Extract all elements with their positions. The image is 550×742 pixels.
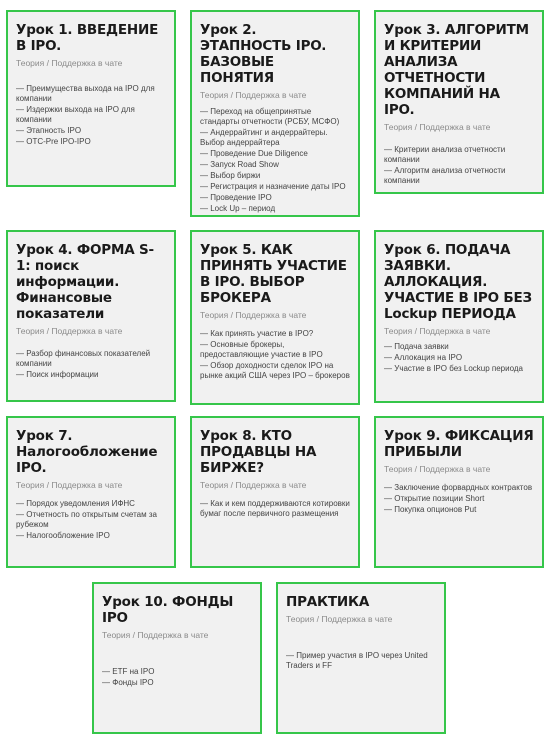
lesson-topics	[200, 499, 350, 519]
lesson-card-10[interactable]	[92, 582, 262, 734]
list-item: — Разбор финансовых показателей компании	[16, 349, 166, 369]
list-item: — OTC-Pre IPO-IPO	[16, 137, 166, 147]
list-item: — Критерии анализа отчетности компании	[384, 145, 534, 165]
list-item: — Алгоритм анализа отчетности компании	[384, 166, 534, 186]
lesson-card-3[interactable]	[374, 10, 544, 194]
list-item: — Основные брокеры, предоставляющие участие в IPO	[200, 340, 350, 360]
practice-card[interactable]	[276, 582, 446, 734]
list-item: — Участие в IPO без Lockup периода	[384, 364, 534, 374]
lesson-topics	[384, 342, 534, 374]
lesson-subtitle: Теория / Поддержка в чате	[384, 326, 491, 336]
lesson-title: Урок 2. ЭТАПНОСТЬ IPO. БАЗОВЫЕ ПОНЯТИЯ	[200, 22, 327, 86]
list-item: — Преимущества выхода на IPO для компании	[16, 84, 166, 104]
lesson-subtitle: Теория / Поддержка в чате	[384, 122, 491, 132]
list-item: — Выбор биржи	[200, 171, 350, 181]
lesson-subtitle: Теория / Поддержка в чате	[16, 58, 123, 68]
list-item: — Заключение форвардных контрактов	[384, 483, 534, 493]
lesson-card-7[interactable]	[6, 416, 176, 568]
lesson-subtitle: Теория / Поддержка в чате	[16, 326, 123, 336]
list-item: — Открытие позиции Short	[384, 494, 534, 504]
lesson-title: Урок 9. ФИКСАЦИЯ ПРИБЫЛИ	[384, 428, 534, 460]
list-item: — Подача заявки	[384, 342, 534, 352]
lesson-topics	[286, 651, 436, 671]
list-item: — Поиск информации	[16, 370, 166, 380]
list-item: — Переход на общепринятые стандарты отчетности (РСБУ, МСФО)	[200, 107, 350, 127]
lesson-title: Урок 6. ПОДАЧА ЗАЯВКИ. АЛЛОКАЦИЯ. УЧАСТИЕ В IPO БЕЗ Lockup ПЕРИОДА	[384, 242, 532, 322]
lesson-title: Урок 7. Налогообложение IPO.	[16, 428, 158, 476]
lesson-card-4[interactable]	[6, 230, 176, 402]
lesson-subtitle: Теория / Поддержка в чате	[200, 90, 307, 100]
lesson-subtitle: Теория / Поддержка в чате	[286, 614, 393, 624]
list-item: — Проведение IPO	[200, 193, 350, 203]
lesson-topics	[16, 499, 166, 541]
lesson-title: ПРАКТИКА	[286, 594, 370, 610]
lesson-title: Урок 10. ФОНДЫ IPO	[102, 594, 234, 626]
lesson-topics	[16, 349, 166, 380]
lesson-card-2[interactable]	[190, 10, 360, 217]
lesson-card-8[interactable]	[190, 416, 360, 568]
list-item: — Как и кем поддерживаются котировки бумаг после первичного размещения	[200, 499, 350, 519]
lesson-subtitle: Теория / Поддержка в чате	[16, 480, 123, 490]
list-item: — Обзор доходности сделок IPO на рынке акций США через IPO – брокеров	[200, 361, 350, 381]
lesson-card-9[interactable]	[374, 416, 544, 568]
list-item: — Пример участия в IPO через United Traders и FF	[286, 651, 436, 671]
lesson-subtitle: Теория / Поддержка в чате	[200, 310, 307, 320]
lesson-topics	[200, 107, 350, 214]
lesson-subtitle: Теория / Поддержка в чате	[102, 630, 209, 640]
lesson-subtitle: Теория / Поддержка в чате	[200, 480, 307, 490]
list-item: — Как принять участие в IPO?	[200, 329, 350, 339]
list-item: — Порядок уведомления ИФНС	[16, 499, 166, 509]
list-item: — ETF на IPO	[102, 667, 252, 677]
lesson-topics	[384, 145, 534, 186]
lesson-topics	[200, 329, 350, 381]
list-item: — Налогообложение IPO	[16, 531, 166, 541]
lesson-title: Урок 3. АЛГОРИТМ И КРИТЕРИИ АНАЛИЗА ОТЧЕТНОСТИ КОМПАНИЙ НА IPO.	[384, 22, 529, 118]
list-item: — Регистрация и назначение даты IPO	[200, 182, 350, 192]
list-item: — Фонды IPO	[102, 678, 252, 688]
list-item: — Lock Up – период	[200, 204, 350, 214]
list-item: — Запуск Road Show	[200, 160, 350, 170]
lesson-title: Урок 8. КТО ПРОДАВЦЫ НА БИРЖЕ?	[200, 428, 317, 476]
list-item: — Издержки выхода на IPO для компании	[16, 105, 166, 125]
list-item: — Андеррайтинг и андеррайтеры. Выбор андеррайтера	[200, 128, 350, 148]
lesson-title: Урок 5. КАК ПРИНЯТЬ УЧАСТИЕ В IPO. ВЫБОР БРОКЕРА	[200, 242, 347, 306]
lesson-card-1[interactable]	[6, 10, 176, 187]
lesson-topics	[384, 483, 534, 515]
lesson-card-5[interactable]	[190, 230, 360, 405]
list-item: — Отчетность по открытым счетам за рубежом	[16, 510, 166, 530]
list-item: — Этапность IPO	[16, 126, 166, 136]
lesson-title: Урок 4. ФОРМА S-1: поиск информации. Финансовые показатели	[16, 242, 154, 322]
lesson-topics	[16, 84, 166, 147]
lesson-topics	[102, 667, 252, 688]
list-item: — Аллокация на IPO	[384, 353, 534, 363]
lesson-subtitle: Теория / Поддержка в чате	[384, 464, 491, 474]
list-item: — Покупка опционов Put	[384, 505, 534, 515]
list-item: — Проведение Due Diligence	[200, 149, 350, 159]
lesson-card-6[interactable]	[374, 230, 544, 403]
lesson-title: Урок 1. ВВЕДЕНИЕ В IPO.	[16, 22, 159, 54]
